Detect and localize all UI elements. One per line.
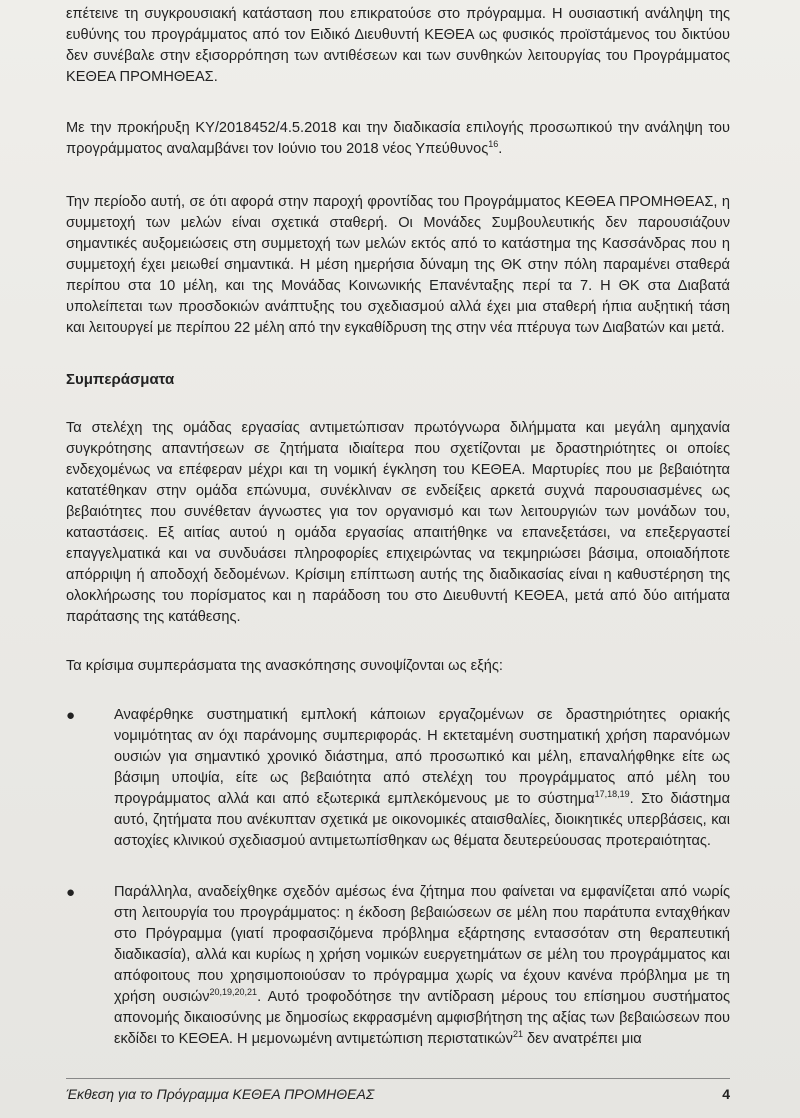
list-item-text bbox=[114, 882, 730, 1050]
bullet-icon: ● bbox=[66, 707, 76, 724]
paragraph-period: Την περίοδο αυτή, σε ότι αφορά στην παροχή φροντίδας του Προγράμματος ΚΕΘΕΑ ΠΡΟΜΗΘΕΑΣ, η συμμετοχή των μελών είναι σχετικά σταθερή. Οι Μονάδες Συμβουλευτικής δεν παρουσιάζουν σημαντικές αυξομειώσεις στη συμμετοχή των μελών εκτός από το κατάστημα της Κασσάνδρας που η συμμετοχή έχει μειωθεί σημαντικά. Η μέση ημερήσια δύναμη της ΘΚ στην πόλη παραμένει σταθερά περίπου στα 10 μέλη, και της Μονάδας Κοινωνικής Επανένταξης περί τα 7. Η ΘΚ στα Διαβατά υπολείπεται των προσδοκιών ανάπτυξης του σχεδιασμού αλλά έχει μια σταθερή ήπια αυξητική τάση και λειτουργεί με περίπου 22 μέλη από την εγκαθίδρυση της στην νέα πτέρυγα των Διαβατών και μετά. bbox=[66, 194, 730, 336]
footnote-ref: 17,18,19 bbox=[594, 789, 630, 800]
footnote-ref: 20,19,20,21 bbox=[209, 987, 258, 998]
paragraph-conclusions: Τα στελέχη της ομάδας εργασίας αντιμετώπισαν πρωτόγνωρα διλήμματα και μεγάλη αμηχανία συγκρότησης απαντήσεων σε ζητήματα ιδιαίτερα που σχετίζονται με δραστηριότητες οι οποίες ενδεχομένως να επέφεραν μέχρι και τη νομική έγκληση του ΚΕΘΕΑ. Μαρτυρίες που με βεβαιότητα κατατέθηκαν στην ομάδα επώνυμα, συνέκλιναν σε ενδείξεις αρκετά συχνά παρουσιασμένες ως βεβαιότητες που συνέθεταν άγνωστες για τον οργανισμό και των λειτουργιών των μονάδων του, καταστάσεις. Εξ αιτίας αυτού η ομάδα εργασίας απαιτήθηκε να επανεξετάσει, να επεξεργαστεί επαγγελματικά και να συνδυάσει πληροφορίες επιχειρώντας να τεκμηριώσει βάσιμα, οποιαδήποτε απόρριψη ή αποδοχή δεδομένων. Κρίσιμη επίπτωση αυτής της διαδικασίας είναι η καθυστέρηση της ολοκλήρωσης του πορίσματος και η παράδοση του στο Διευθυντή ΚΕΘΕΑ, μετά από δύο αιτήματα παράτασης της κατάθεσης. bbox=[66, 420, 730, 625]
paragraph-summary-intro: Τα κρίσιμα συμπεράσματα της ανασκόπησης συνοψίζονται ως εξής: bbox=[66, 658, 503, 674]
bullet-icon: ● bbox=[66, 884, 76, 901]
page-number: 4 bbox=[722, 1086, 730, 1102]
list-item-text bbox=[114, 705, 730, 852]
conclusions-list bbox=[66, 705, 730, 1050]
footer-divider bbox=[66, 1078, 730, 1079]
paragraph-proclamation bbox=[66, 118, 730, 160]
page-footer bbox=[66, 1086, 730, 1106]
footnote-ref: 21 bbox=[512, 1029, 523, 1040]
proclamation-end: . bbox=[498, 141, 503, 157]
list-item-text-part: Παράλληλα, αναδείχθηκε σχεδόν αμέσως ένα ζήτημα που φαίνεται να εμφανίζεται από νωρίς στη λειτουργία του προγράμματος: η έκδοση βεβαιώσεων σε μέλη που παράτυπα ενταχθήκαν στο Πρόγραμμα (γιατί προφασιζόμενα πρόβλημα εξάρτησης εντασσόταν στη θεραπευτική διαδικασία), αλλά και κυρίως η χρήση νομικών ευεργετημάτων σε μέλη του προγράμματος και απόφοιτους που χρησιμοποιούσαν το πρόγραμμα χωρίς να έχουν κανένα πρόβλημα με τη χρήση ουσιών bbox=[114, 884, 730, 1005]
list-item-text-part: Αναφέρθηκε συστηματική εμπλοκή κάποιων εργαζομένων σε δραστηριότητες οριακής νομιμότητας αν όχι παράνομης συμπεριφοράς. Η εκτεταμένη συστηματική χρήση παρανόμων ουσιών για σημαντικό χρονικό διάστημα, από προσωπικό και μέλη, επαναλήφθηκε είτε ως βάσιμη υποψία, είτε ως βεβαιότητα από στελέχη του προγράμματος από μέλη του προγράμματος αλλά και από εξωτερικά εμπλεκόμενους με το σύστημα bbox=[114, 707, 730, 807]
footnote-ref-16: 16 bbox=[488, 139, 499, 150]
footer-title: Έκθεση για το Πρόγραμμα ΚΕΘΕΑ ΠΡΟΜΗΘΕΑΣ bbox=[66, 1086, 375, 1102]
section-heading: Συμπεράσματα bbox=[66, 371, 175, 388]
list-item bbox=[66, 882, 730, 1050]
page-content bbox=[66, 4, 730, 1050]
list-item-text-part: . Στο διάστημα αυτό, ζητήματα που ανέκυπταν σχετικά με οικονομικές αταισθαλίες, διοικητικές υπερβάσεις, και αστοχίες κλινικού σχεδιασμού αντιμετωπίσθηκαν ως θέματα δευτερεύουσας προτεραιότητας. bbox=[114, 791, 731, 849]
list-item bbox=[66, 705, 730, 852]
proclamation-text: Με την προκήρυξη ΚΥ/2018452/4.5.2018 και την διαδικασία επιλογής προσωπικού την ανάληψη του προγράμματος αναλαμβάνει τον Ιούνιο του 2018 νέος Υπεύθυνος bbox=[66, 120, 730, 157]
list-item-text-part: δεν ανατρέπει μια bbox=[523, 1031, 642, 1047]
list-item-text-part: . Αυτό τροφοδότησε την αντίδραση μέρους του επίσημου συστήματος απονομής δικαιοσύνης με δημοσίως εκφρασμένη αμφισβήτηση της αξίας των βεβαιώσεων που εκδίδει το ΚΕΘΕΑ. Η μεμονωμένη αντιμετώπιση περιστατικών bbox=[114, 989, 730, 1047]
paragraph-intro: επέτεινε τη συγκρουσιακή κατάσταση που επικρατούσε στο πρόγραμμα. Η ουσιαστική ανάληψη της ευθύνης του προγράμματος από τον Ειδικό Διευθυντή ΚΕΘΕΑ ως φυσικός προϊστάμενος του δικτύου δεν συνέβαλε στην εξισορρόπηση των αντιθέσεων και των συνθηκών λειτουργίας του Προγράμματος ΚΕΘΕΑ ΠΡΟΜΗΘΕΑΣ. bbox=[66, 6, 730, 85]
